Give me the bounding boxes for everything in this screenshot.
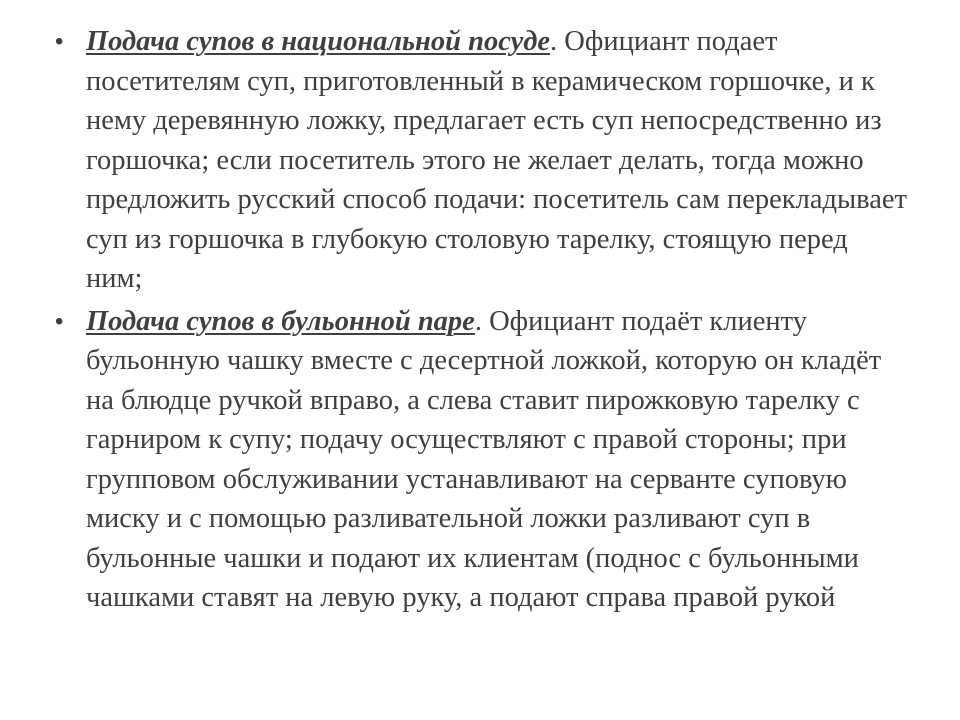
bullet-text: . Официант подаёт клиенту бульонную чашку вместе с десертной ложкой, которую он кладёт на блюдце ручкой вправо, а слева ставит пирожковую тарелку с гарниром к супу; подачу осуществляют с правой стороны; при групповом обслуживании устанавливают на серванте суповую миску и с помощью разливательной ложки разливают суп в бульонные чашки и подают их клиентам (поднос с бульонными чашками ставят на левую руку, а подают справа правой рукой xyxy=(86,305,882,613)
bullet-dot-icon: • xyxy=(55,307,64,335)
bullet-title: Подача супов в бульонной паре xyxy=(86,305,475,337)
bullet-item-national-dishware xyxy=(52,22,910,299)
bullet-item-bouillon-pair xyxy=(52,302,910,618)
bullet-list xyxy=(52,22,910,618)
bullet-text: . Официант подает посетителям суп, приготовленный в керамическом горшочке, и к нему деревянную ложку, предлагает есть суп непосредственно из горшочка; если посетитель этого не желает делать, тогда можно предложить русский способ подачи: посетитель сам перекладывает суп из горшочка в глубокую столовую тарелку, стоящую перед ним; xyxy=(86,26,907,294)
bullet-dot-icon: • xyxy=(55,28,64,55)
bullet-title: Подача супов в национальной посуде xyxy=(86,26,551,57)
